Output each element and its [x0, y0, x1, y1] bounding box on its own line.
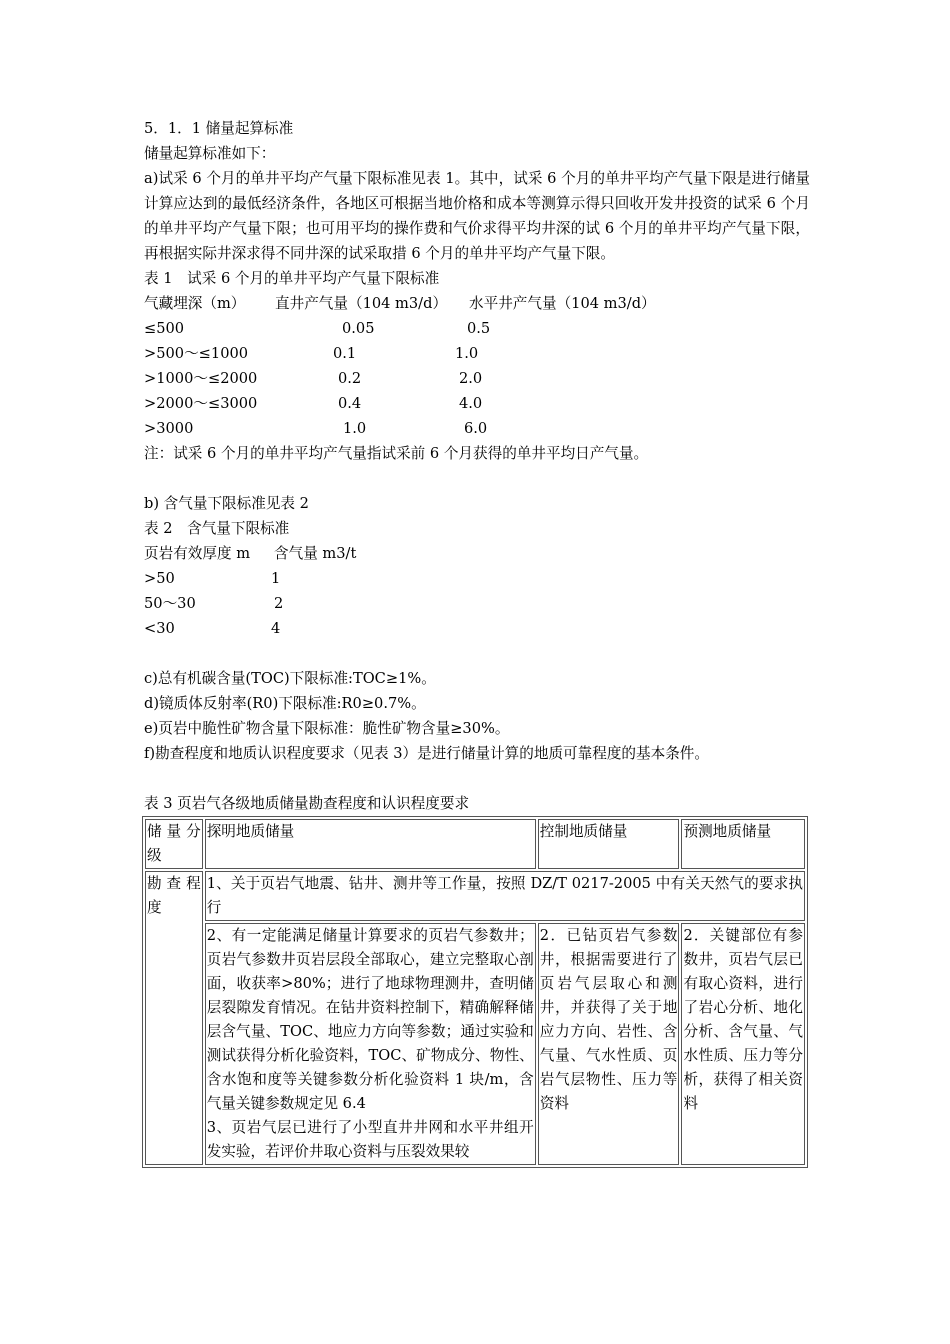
table2-cell-gas: 2 — [274, 595, 284, 612]
table3-proven-text-2: 3、页岩气层已进行了小型直井井网和水平井组开发实验，若评价井取心资料与压裂效果较 — [206, 1119, 534, 1160]
criterion-d: d)镜质体反射率(R0)下限标准:R0≥0.7%。 — [144, 695, 426, 712]
table2-row — [144, 616, 810, 641]
table1-row — [144, 366, 810, 391]
table1-note: 注：试采 6 个月的单井平均产气量指试采前 6 个月获得的单井平均日产气量。 — [144, 445, 649, 462]
table2-caption: 表 2 含气量下限标准 — [144, 520, 290, 537]
table2-cell-thickness: >50 — [144, 570, 175, 587]
table3-row — [145, 923, 805, 1165]
table1-row — [144, 416, 810, 441]
table1-cell-depth: >3000 — [144, 420, 194, 437]
table3-span-cell: 1、关于页岩气地震、钻井、测井等工作量，按照 DZ/T 0217-2005 中有关天然气的要求执行 — [205, 871, 805, 921]
table1-cell-vertical: 0.1 — [333, 345, 357, 362]
table2-header — [144, 541, 810, 566]
paragraph-a: a)试采 6 个月的单井平均产气量下限标准见表 1。其中，试采 6 个月的单井平均产气量下限是进行储量计算应达到的最低经济条件，各地区可根据当地价格和成本等测算示得只回收开发井投资的试采 6 个月的单井平均产气量下限；也可用平均的操作费和气价求得平均井深的试 6 个月的单井平均产气量下限，再根据实际井深求得不同井深的试采取措 6 个月的单井平均产气量下限。 — [144, 170, 810, 262]
table3 — [142, 816, 808, 1168]
table2-header-gas: 含气量 m3/t — [274, 545, 357, 562]
table3-header-proven: 探明地质储量 — [205, 819, 536, 869]
table1-cell-depth: >1000～≤2000 — [144, 370, 258, 387]
table1-header-depth: 气藏埋深（m） — [144, 295, 246, 312]
table2-cell-gas: 4 — [271, 620, 281, 637]
table1-cell-horizontal: 6.0 — [464, 420, 488, 437]
table1-cell-horizontal: 2.0 — [459, 370, 483, 387]
table3-header-grade: 储量分级 — [145, 819, 203, 869]
table2-cell-gas: 1 — [271, 570, 281, 587]
table3-controlled-cell: 2．已钻页岩气参数井，根据需要进行了页岩气层取心和测井，并获得了关于地应力方向、岩性、含气量、气水性质、页岩气层物性、压力等资料 — [538, 923, 680, 1165]
table3-header-predicted: 预测地质储量 — [681, 819, 805, 869]
table3-predicted-cell: 2．关键部位有参数井，页岩气层已有取心资料，进行了岩心分析、地化分析、含气量、气水性质、压力等分析，获得了相关资料 — [681, 923, 805, 1165]
table1-cell-vertical: 0.4 — [338, 395, 362, 412]
table3-header-controlled: 控制地质储量 — [538, 819, 680, 869]
table1-cell-horizontal: 1.0 — [455, 345, 479, 362]
table1-row — [144, 391, 810, 416]
table3-caption: 表 3 页岩气各级地质储量勘查程度和认识程度要求 — [144, 795, 470, 812]
table1-cell-depth: ≤500 — [144, 320, 185, 337]
paragraph-b: b) 含气量下限标准见表 2 — [144, 495, 309, 512]
table3-proven-cell — [205, 923, 536, 1165]
table1-cell-vertical: 0.05 — [342, 320, 375, 337]
table1-header — [144, 291, 810, 316]
section-heading: 5．1．1 储量起算标准 — [144, 120, 294, 137]
table1-row — [144, 341, 810, 366]
criterion-e: e)页岩中脆性矿物含量下限标准：脆性矿物含量≥30%。 — [144, 720, 510, 737]
table2-cell-thickness: 50～30 — [144, 595, 196, 612]
table1-cell-depth: >500～≤1000 — [144, 345, 249, 362]
table1-cell-depth: >2000～≤3000 — [144, 395, 258, 412]
criterion-c: c)总有机碳含量(TOC)下限标准:TOC≥1%。 — [144, 670, 436, 687]
section-intro: 储量起算标准如下： — [144, 145, 276, 162]
document-page — [144, 116, 810, 1168]
table1-cell-horizontal: 4.0 — [459, 395, 483, 412]
table1-cell-vertical: 1.0 — [343, 420, 367, 437]
table1-caption: 表 1 试采 6 个月的单井平均产气量下限标准 — [144, 270, 440, 287]
criterion-f: f)勘查程度和地质认识程度要求（见表 3）是进行储量计算的地质可靠程度的基本条件。 — [144, 745, 709, 762]
table1-header-vertical: 直井产气量（104 m3/d） — [275, 295, 448, 312]
table1-header-horizontal: 水平井产气量（104 m3/d） — [469, 295, 656, 312]
table2-header-thickness: 页岩有效厚度 m — [144, 545, 251, 562]
table3-row — [145, 871, 805, 921]
table3-proven-text: 2、有一定能满足储量计算要求的页岩气参数井；页岩气参数井页岩层段全部取心，建立完整取心剖面，收获率>80%；进行了地球物理测井，查明储层裂隙发育情况。在钻井资料控制下，精确解释储层含气量、TOC、地应力方向等参数；通过实验和测试获得分析化验资料，TOC、矿物成分、物性、含水饱和度等关键参数分析化验资料 1 块/m，含气量关键参数规定见 6.4 — [206, 927, 534, 1112]
table1-row — [144, 316, 810, 341]
table1-cell-vertical: 0.2 — [338, 370, 362, 387]
table2-cell-thickness: <30 — [144, 620, 175, 637]
table2-row — [144, 566, 810, 591]
table1-cell-horizontal: 0.5 — [467, 320, 491, 337]
table3-header-row — [145, 819, 805, 869]
table3-row-label: 勘查程度 — [145, 871, 203, 1165]
table2-row — [144, 591, 810, 616]
